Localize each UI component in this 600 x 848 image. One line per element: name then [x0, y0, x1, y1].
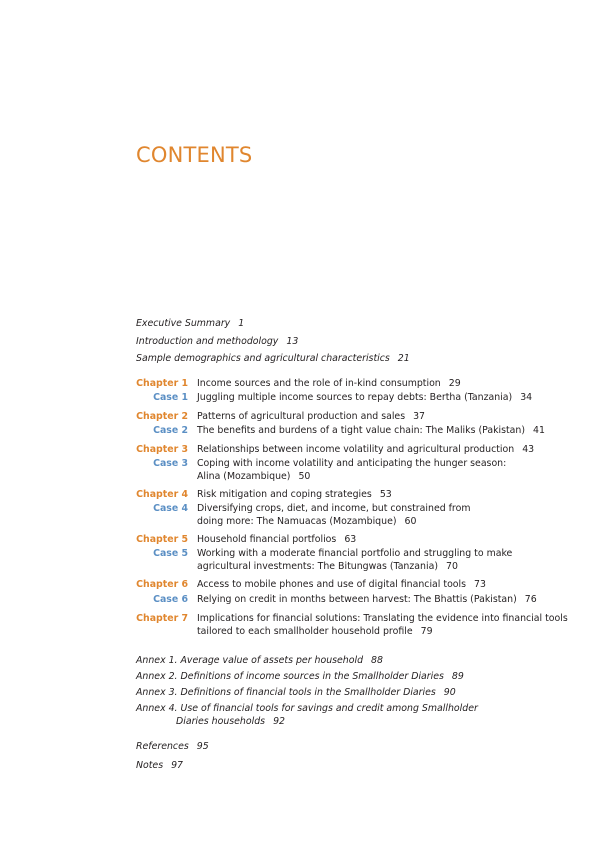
annex-entry[interactable]: [136, 654, 383, 667]
entry-page: 76: [524, 594, 537, 605]
annex-entry[interactable]: [136, 686, 456, 699]
entry-page: 50: [298, 471, 311, 482]
annex-entry[interactable]: [136, 670, 464, 683]
case-label: Case 4: [153, 503, 188, 514]
entry-page: 41: [533, 425, 545, 436]
entry-page: 73: [474, 579, 486, 590]
entry-page: 43: [522, 444, 535, 455]
entry-page: 70: [446, 561, 458, 572]
entry-title: Diaries households 92: [176, 716, 285, 727]
entry-title: Access to mobile phones and use of digital financial tools 73: [197, 579, 486, 590]
case-label: Case 3: [153, 458, 188, 469]
entry-page: 88: [371, 655, 383, 666]
case-label: Case 5: [153, 548, 188, 559]
entry-title: agricultural investments: The Bitungwas (Tanzania) 70: [197, 561, 458, 572]
case-label: Case 6: [153, 594, 188, 605]
entry-page: 97: [171, 760, 184, 771]
entry-title: Risk mitigation and coping strategies 53: [197, 489, 392, 500]
entry-title: Annex 4. Use of financial tools for savings and credit among Smallholder: [136, 703, 478, 714]
entry-page: 63: [344, 534, 357, 545]
entry-title: References: [136, 741, 189, 752]
entry-title: Annex 1. Average value of assets per household 88: [136, 655, 383, 666]
toc-entry[interactable]: [136, 353, 410, 364]
entry-title: Implications for financial solutions: Translating the evidence into financial tools: [197, 613, 568, 624]
entry-page: 34: [520, 392, 533, 403]
entry-page: 79: [420, 626, 433, 637]
case-label: Case 1: [153, 392, 188, 403]
entry-title: Patterns of agricultural production and sales 37: [197, 411, 426, 422]
toc-entry[interactable]: [136, 318, 244, 329]
entry-page: 53: [379, 489, 392, 500]
entry-title: Introduction and methodology: [136, 336, 279, 347]
chapter-label: Chapter 4: [136, 489, 188, 500]
entry-page: 21: [397, 353, 410, 364]
chapter-label: Chapter 5: [136, 534, 188, 545]
chapter-label: Chapter 6: [136, 579, 188, 590]
toc-entry[interactable]: [136, 741, 209, 752]
entry-title: Sample demographics and agricultural characteristics: [136, 353, 390, 364]
entry-page: 60: [404, 516, 417, 527]
chapter-label: Chapter 3: [136, 444, 188, 455]
entry-title: Notes: [136, 760, 164, 771]
entry-title: Annex 2. Definitions of income sources in the Smallholder Diaries 89: [136, 671, 464, 682]
entry-page: 89: [451, 671, 464, 682]
entry-title: Juggling multiple income sources to repay debts: Bertha (Tanzania) 34: [197, 392, 533, 403]
entry-page: 13: [286, 336, 299, 347]
entry-title: Alina (Mozambique) 50: [197, 471, 311, 482]
chapter-label: Chapter 2: [136, 411, 188, 422]
chapter-label: Chapter 1: [136, 378, 188, 389]
entry-title: doing more: The Namuacas (Mozambique) 60: [197, 516, 417, 527]
entry-title: Income sources and the role of in-kind consumption 29: [197, 378, 461, 389]
entry-title: Executive Summary: [136, 318, 231, 329]
annex-entry[interactable]: [136, 702, 478, 728]
entry-title: Relying on credit in months between harvest: The Bhattis (Pakistan) 76: [197, 594, 537, 605]
entry-page: 90: [443, 687, 456, 698]
page-title: CONTENTS: [136, 143, 253, 167]
entry-title: Working with a moderate financial portfolio and struggling to make: [197, 548, 513, 559]
toc-entry[interactable]: [136, 336, 298, 347]
entry-title: Relationships between income volatility and agricultural production 43: [197, 444, 535, 455]
entry-title: Household financial portfolios 63: [197, 534, 357, 545]
entry-page: 37: [413, 411, 426, 422]
case-label: Case 2: [153, 425, 188, 436]
entry-page: 95: [196, 741, 209, 752]
entry-page: 92: [273, 716, 285, 727]
entry-title: tailored to each smallholder household profile 79: [197, 626, 433, 637]
entry-title: Diversifying crops, diet, and income, but constrained from: [197, 503, 471, 514]
entry-title: The benefits and burdens of a tight value chain: The Maliks (Pakistan) 41: [197, 425, 545, 436]
chapter-label: Chapter 7: [136, 613, 188, 624]
entry-page: 1: [238, 318, 245, 329]
toc-entry[interactable]: [136, 760, 183, 771]
entry-title: Coping with income volatility and anticipating the hunger season:: [197, 458, 507, 469]
entry-title: Annex 3. Definitions of financial tools in the Smallholder Diaries 90: [136, 687, 456, 698]
entry-page: 29: [448, 378, 461, 389]
